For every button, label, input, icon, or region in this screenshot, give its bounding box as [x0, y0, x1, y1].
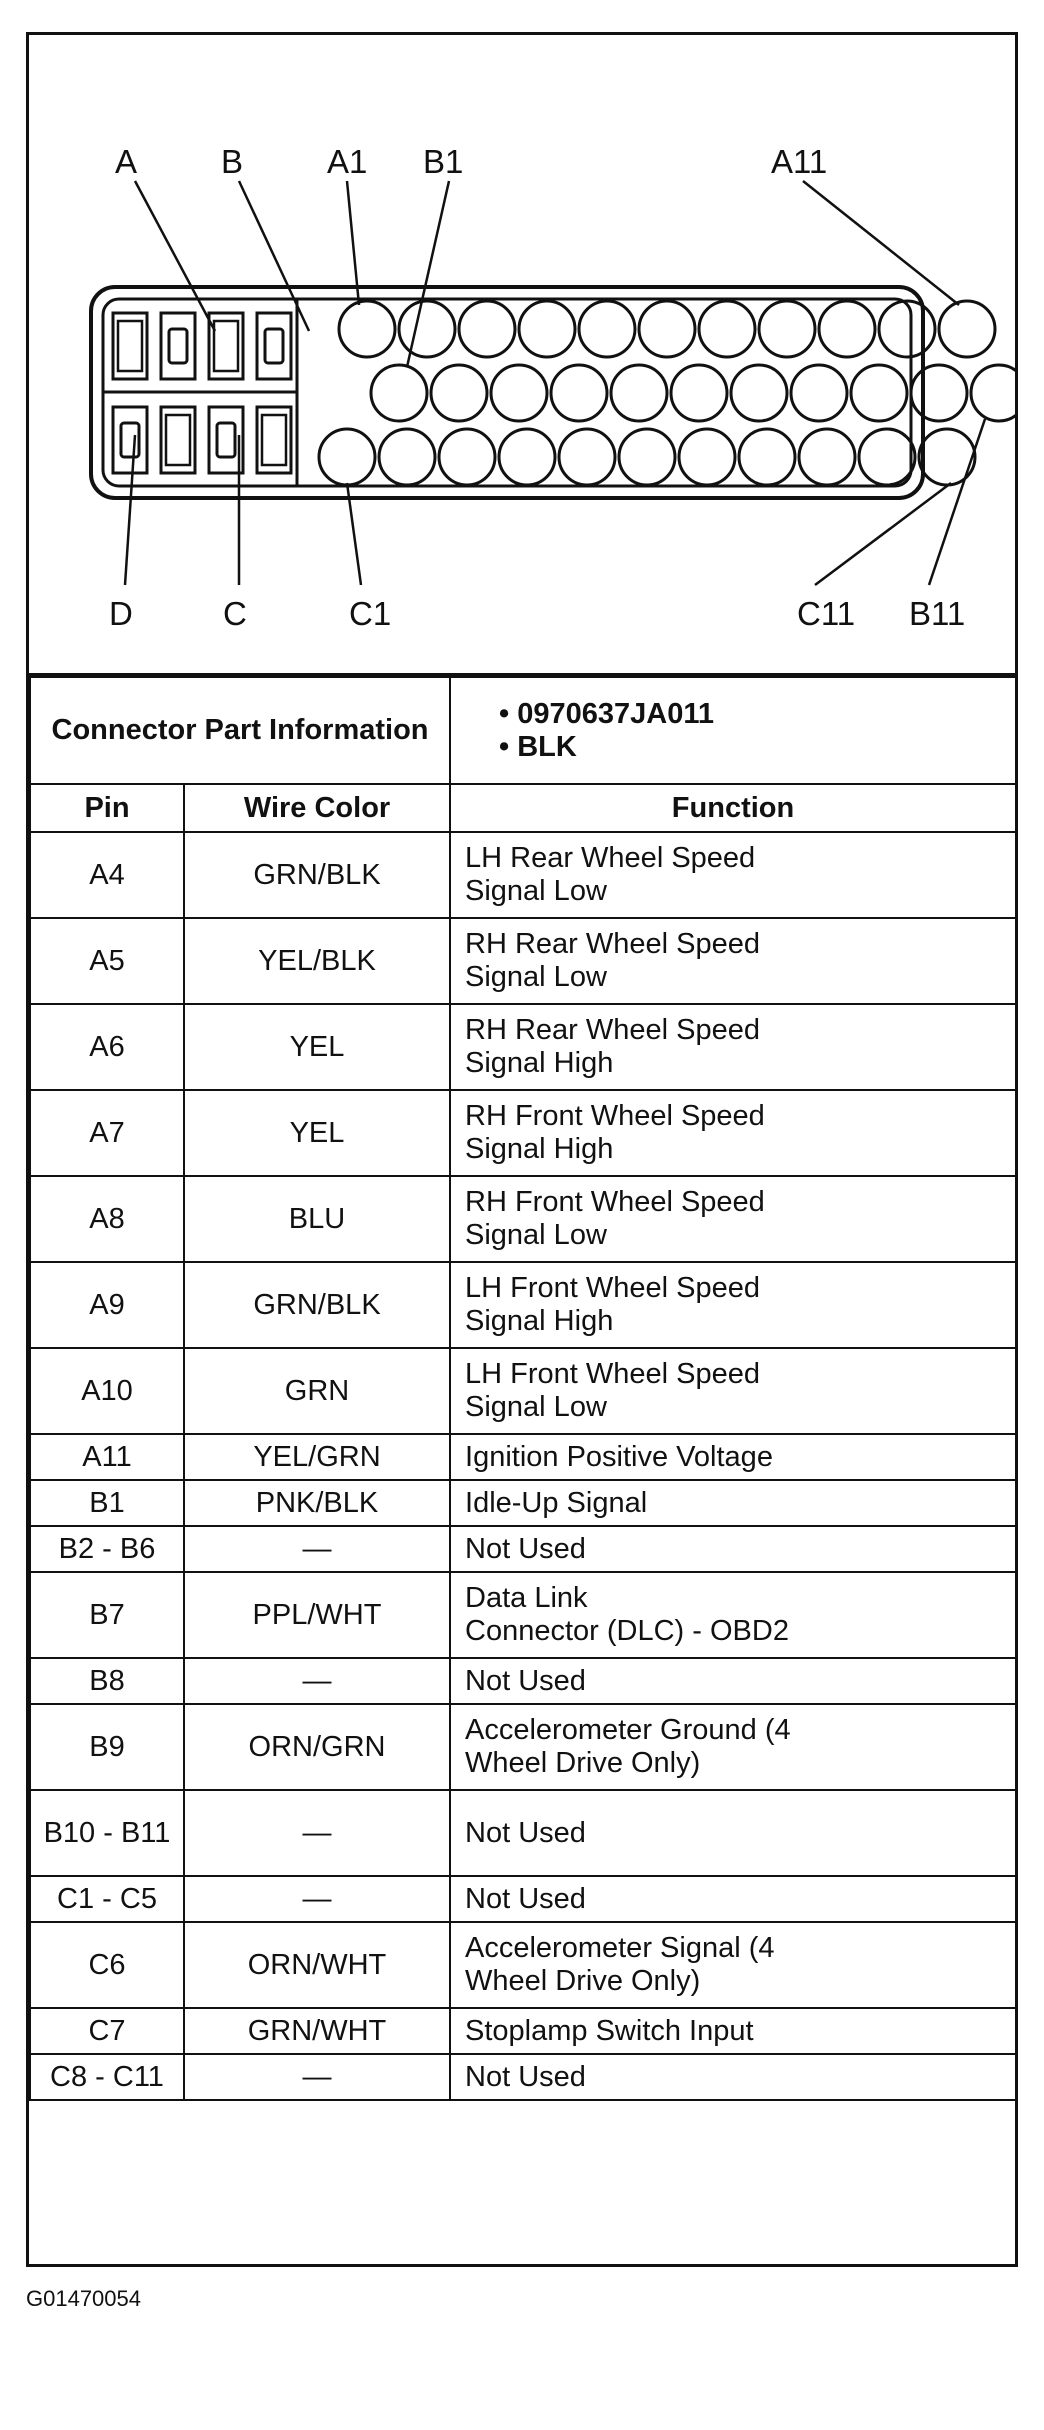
pin-circle [499, 429, 555, 485]
wire-color-cell: — [184, 1658, 450, 1704]
pin-circle [459, 301, 515, 357]
function-line: Signal Low [465, 1219, 607, 1251]
leader-line [239, 181, 309, 331]
pin-cell: C8 - C11 [30, 2054, 184, 2100]
pin-circle [879, 301, 935, 357]
wire-color-cell: YEL/GRN [184, 1434, 450, 1480]
table-row [30, 1704, 1016, 1790]
function-line: Data Link [465, 1582, 588, 1614]
function-cell [450, 1176, 1016, 1262]
pin-circle [519, 301, 575, 357]
pin-circle [619, 429, 675, 485]
function-line: Accelerometer Ground (4 [465, 1714, 791, 1746]
wire-color-cell: ORN/GRN [184, 1704, 450, 1790]
pin-cell: C6 [30, 1922, 184, 2008]
pin-cell: A6 [30, 1004, 184, 1090]
function-cell [450, 1922, 1016, 2008]
function-line: Accelerometer Signal (4 [465, 1932, 775, 1964]
leader-line [407, 181, 449, 367]
label-C11: C11 [797, 595, 856, 632]
function-cell [450, 1876, 1016, 1922]
terminal-key [217, 423, 235, 457]
label-A11: A11 [771, 143, 828, 180]
function-line: Signal High [465, 1133, 614, 1165]
function-line: Not Used [465, 1532, 586, 1565]
table-row [30, 1658, 1016, 1704]
pin-cell: B1 [30, 1480, 184, 1526]
pin-circle [759, 301, 815, 357]
pin-circle [671, 365, 727, 421]
pin-cell: B7 [30, 1572, 184, 1658]
pin-circle [791, 365, 847, 421]
large-terminal [214, 321, 238, 371]
pin-cell: A8 [30, 1176, 184, 1262]
pin-circle [731, 365, 787, 421]
wire-color-cell: YEL/BLK [184, 918, 450, 1004]
function-cell [450, 918, 1016, 1004]
connector-part-title: Connector Part Information [30, 677, 450, 784]
function-cell [450, 2054, 1016, 2100]
function-line: Ignition Positive Voltage [465, 1440, 773, 1473]
label-D: D [109, 595, 133, 632]
pin-circle [679, 429, 735, 485]
function-cell [450, 1434, 1016, 1480]
pin-circle [319, 429, 375, 485]
wire-color-cell: GRN/BLK [184, 832, 450, 918]
table-row [30, 1004, 1016, 1090]
function-line: Idle-Up Signal [465, 1486, 648, 1519]
pin-cell: A11 [30, 1434, 184, 1480]
function-line: Signal Low [465, 1391, 607, 1423]
function-cell [450, 1704, 1016, 1790]
wire-color-cell: ORN/WHT [184, 1922, 450, 2008]
pin-circle [439, 429, 495, 485]
wire-color-cell: BLU [184, 1176, 450, 1262]
pin-circle [799, 429, 855, 485]
pin-circle [371, 365, 427, 421]
function-cell [450, 832, 1016, 918]
label-C: C [223, 595, 247, 632]
wire-color-cell: PNK/BLK [184, 1480, 450, 1526]
pin-circle [579, 301, 635, 357]
function-line: RH Rear Wheel Speed [465, 1014, 760, 1046]
wire-color-cell: PPL/WHT [184, 1572, 450, 1658]
table-row [30, 1790, 1016, 1876]
terminal-key [121, 423, 139, 457]
function-cell [450, 1572, 1016, 1658]
large-terminal [118, 321, 142, 371]
label-C1: C1 [349, 595, 392, 632]
pin-circle [611, 365, 667, 421]
leader-line [135, 181, 215, 331]
leader-line [929, 419, 985, 585]
connector-diagram [29, 35, 1015, 676]
terminal-key [265, 329, 283, 363]
table-row [30, 1176, 1016, 1262]
table-row [30, 1434, 1016, 1480]
table-row [30, 1526, 1016, 1572]
function-line: RH Rear Wheel Speed [465, 928, 760, 960]
pin-circle [939, 301, 995, 357]
function-line: Signal Low [465, 875, 607, 907]
header-function: Function [450, 784, 1016, 832]
function-line: Stoplamp Switch Input [465, 2014, 754, 2047]
large-cavity [161, 313, 195, 379]
connector-pinout-table [29, 676, 1017, 2101]
pin-cell: A4 [30, 832, 184, 918]
function-cell [450, 1658, 1016, 1704]
label-B11: B11 [909, 595, 966, 632]
pin-circle [699, 301, 755, 357]
wire-color-cell: — [184, 1526, 450, 1572]
wire-color-cell: — [184, 2054, 450, 2100]
leader-lines [125, 181, 985, 585]
header-wire-color: Wire Color [184, 784, 450, 832]
pin-circle [379, 429, 435, 485]
function-line: RH Front Wheel Speed [465, 1100, 765, 1132]
function-line: Not Used [465, 1882, 586, 1915]
part-number: • 0970637JA011 [499, 697, 714, 730]
wire-color-cell: GRN [184, 1348, 450, 1434]
table-row [30, 1572, 1016, 1658]
function-line: Signal High [465, 1047, 614, 1079]
large-cavity [257, 313, 291, 379]
pin-cell: A9 [30, 1262, 184, 1348]
table-row [30, 2054, 1016, 2100]
table-row [30, 1262, 1016, 1348]
figure-id: G01470054 [26, 2286, 141, 2311]
label-B1: B1 [423, 143, 464, 180]
wire-color-cell: YEL [184, 1090, 450, 1176]
function-line: Signal High [465, 1305, 614, 1337]
label-A: A [115, 143, 138, 180]
pin-circle [551, 365, 607, 421]
function-line: Not Used [465, 1664, 586, 1697]
pin-circle [859, 429, 915, 485]
pin-cell: A10 [30, 1348, 184, 1434]
function-line: Signal Low [465, 961, 607, 993]
function-cell [450, 1090, 1016, 1176]
large-terminal [262, 415, 286, 465]
large-cavity [113, 407, 147, 473]
label-B: B [221, 143, 244, 180]
wire-color-cell: — [184, 1790, 450, 1876]
function-line: LH Rear Wheel Speed [465, 842, 756, 874]
wire-color-cell: GRN/BLK [184, 1262, 450, 1348]
function-cell [450, 1526, 1016, 1572]
function-line: LH Front Wheel Speed [465, 1358, 760, 1390]
function-cell [450, 1004, 1016, 1090]
function-cell [450, 1790, 1016, 1876]
function-cell [450, 1262, 1016, 1348]
function-line: LH Front Wheel Speed [465, 1272, 760, 1304]
pin-circle [851, 365, 907, 421]
pin-circle [559, 429, 615, 485]
terminal-key [169, 329, 187, 363]
pin-cell: B9 [30, 1704, 184, 1790]
connector-sheet [26, 32, 1018, 2267]
function-cell [450, 2008, 1016, 2054]
label-A1: A1 [327, 143, 368, 180]
table-row [30, 1876, 1016, 1922]
table-row [30, 1480, 1016, 1526]
pin-circle [971, 365, 1015, 421]
table-row [30, 1090, 1016, 1176]
pin-circle [911, 365, 967, 421]
function-line: Not Used [465, 2060, 586, 2093]
pin-circle [819, 301, 875, 357]
pin-circle [491, 365, 547, 421]
pin-circle [399, 301, 455, 357]
function-line: Wheel Drive Only) [465, 1965, 701, 1997]
connector-info-row [30, 677, 1016, 784]
wire-color-cell: — [184, 1876, 450, 1922]
pin-cell: A5 [30, 918, 184, 1004]
wire-color-cell: YEL [184, 1004, 450, 1090]
connector-face-svg [29, 35, 1015, 673]
table-row [30, 918, 1016, 1004]
function-line: Wheel Drive Only) [465, 1747, 701, 1779]
wire-color-cell: GRN/WHT [184, 2008, 450, 2054]
function-cell [450, 1480, 1016, 1526]
pin-cell: B10 - B11 [30, 1790, 184, 1876]
connector-part-info [450, 677, 1016, 784]
table-row [30, 1348, 1016, 1434]
column-header-row [30, 784, 1016, 832]
connector-color: • BLK [499, 730, 577, 763]
pin-circle [739, 429, 795, 485]
pin-cell: C7 [30, 2008, 184, 2054]
pin-circle [339, 301, 395, 357]
large-terminal [166, 415, 190, 465]
function-line: Not Used [465, 1816, 586, 1849]
pin-circle [431, 365, 487, 421]
function-cell [450, 1348, 1016, 1434]
table-row [30, 2008, 1016, 2054]
function-line: Connector (DLC) - OBD2 [465, 1615, 789, 1647]
table-row [30, 1922, 1016, 2008]
function-line: RH Front Wheel Speed [465, 1186, 765, 1218]
header-pin: Pin [30, 784, 184, 832]
pin-cell: B8 [30, 1658, 184, 1704]
table-row [30, 832, 1016, 918]
pin-cell: C1 - C5 [30, 1876, 184, 1922]
pin-circle [639, 301, 695, 357]
pin-cell: B2 - B6 [30, 1526, 184, 1572]
pin-cell: A7 [30, 1090, 184, 1176]
